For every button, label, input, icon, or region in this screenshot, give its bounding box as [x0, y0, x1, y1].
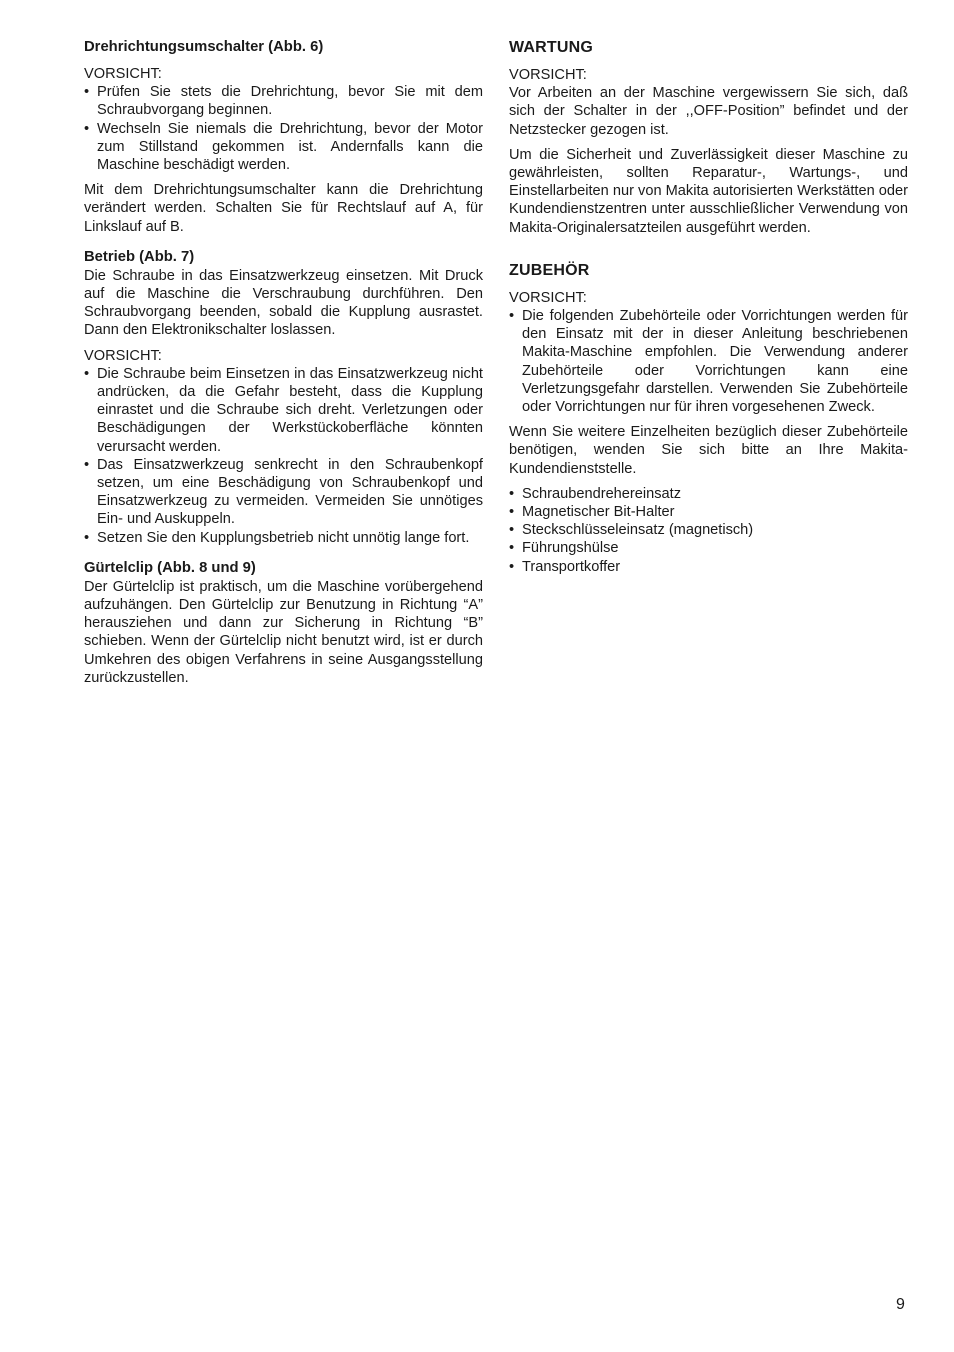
switch-body: Mit dem Drehrichtungsumschalter kann die Drehrichtung verändert werden. Schalten Sie für Rechtslauf auf A, für Linkslauf auf B.: [84, 182, 483, 235]
operation-caution-label: VORSICHT:: [84, 347, 162, 364]
accessories-caution-label: VORSICHT:: [509, 289, 587, 306]
right-column: [509, 38, 908, 576]
maintenance-body: Um die Sicherheit und Zuverlässigkeit dieser Maschine zu gewährleisten, sollten Reparatur-, Wartungs-, und Einstellarbeiten nur von Makita autorisierten Werkstätten oder Kundendienstzentren unter ausschließlicher Verwendung von Makita-Originalersatzteilen ausgeführt werden.: [509, 146, 908, 236]
list-item: • Steckschlüsseleinsatz (magnetisch): [509, 521, 908, 539]
maintenance-caution-label: VORSICHT:: [509, 67, 587, 83]
operation-body: Die Schraube in das Einsatzwerkzeug einsetzen. Mit Druck auf die Maschine die Verschraubung durchführen. Den Schraubvorgang beenden, sobald die Kupplung ausrastet. Dann den Elektronikschalter loslassen.: [84, 267, 483, 339]
list-item: • Wechseln Sie niemals die Drehrichtung, bevor der Motor zum Stillstand gekommen ist. Andernfalls kann die Maschine beschädigt werden.: [84, 120, 483, 175]
accessories-heading: ZUBEHÖR: [509, 261, 590, 279]
list-item: • Das Einsatzwerkzeug senkrecht in den Schraubenkopf setzen, um eine Beschädigung von Schraubenkopf und Einsatzwerkzeug zu vermeiden. Vermeiden Sie unnötiges Ein- und Auskuppeln.: [84, 456, 483, 529]
operation-caution-list: [84, 365, 483, 547]
accessories-caution-list: [509, 307, 908, 416]
switch-caution-list: [84, 83, 483, 174]
maintenance-heading: WARTUNG: [509, 39, 594, 56]
list-item: • Schraubendrehereinsatz: [509, 485, 908, 503]
accessories-body: Wenn Sie weitere Einzelheiten bezüglich dieser Zubehörteile benötigen, wenden Sie sich bitte an Ihre Makita-Kundendienststelle.: [509, 424, 908, 477]
page-number: 9: [896, 1296, 905, 1313]
list-item: • Prüfen Sie stets die Drehrichtung, bevor Sie mit dem Schraubvorgang beginnen.: [84, 83, 483, 119]
operation-heading: Betrieb (Abb. 7): [84, 248, 195, 265]
list-item: • Transportkoffer: [509, 558, 908, 576]
list-item: • Setzen Sie den Kupplungsbetrieb nicht unnötig lange fort.: [84, 529, 483, 547]
list-item: • Die folgenden Zubehörteile oder Vorrichtungen werden für den Einsatz mit der in dieser Anleitung beschriebenen Makita-Maschine empfohlen. Die Verwendung anderer Zubehörteile oder Vorrichtungen kann eine Verletzungsgefahr darstellen. Verwenden Sie Zubehörteile oder Vorrichtungen nur für ihren vorgesehenen Zweck.: [509, 307, 908, 416]
accessories-list: [509, 485, 908, 576]
beltclip-heading: Gürtelclip (Abb. 8 und 9): [84, 559, 256, 576]
switch-caution-label: VORSICHT:: [84, 66, 162, 82]
maintenance-caution-text: Vor Arbeiten an der Maschine vergewissern Sie sich, daß sich der Schalter in der ,,OFF-Position” befindet und der Netzstecker gezogen ist.: [509, 85, 908, 138]
beltclip-body: Der Gürtelclip ist praktisch, um die Maschine vorübergehend aufzuhängen. Den Gürtelclip zur Benutzung in Richtung “A” herausziehen und dann zur Sicherung in Richtung “B” schieben. Wenn der Gürtelclip nicht benutzt wird, ist er durch Umkehren des obigen Verfahrens in seine Ausgangsstellung zurückzustellen.: [84, 578, 483, 686]
left-column: [84, 38, 483, 687]
list-item: • Magnetischer Bit-Halter: [509, 503, 908, 521]
list-item: • Führungshülse: [509, 539, 908, 557]
switch-heading: Drehrichtungsumschalter (Abb. 6): [84, 39, 324, 55]
list-item: • Die Schraube beim Einsetzen in das Einsatzwerkzeug nicht andrücken, da die Gefahr besteht, dass die Kupplung einrastet und die Schraube sich dreht. Verletzungen oder Beschädigungen der Werkstückoberfläche könnten verursacht werden.: [84, 365, 483, 456]
